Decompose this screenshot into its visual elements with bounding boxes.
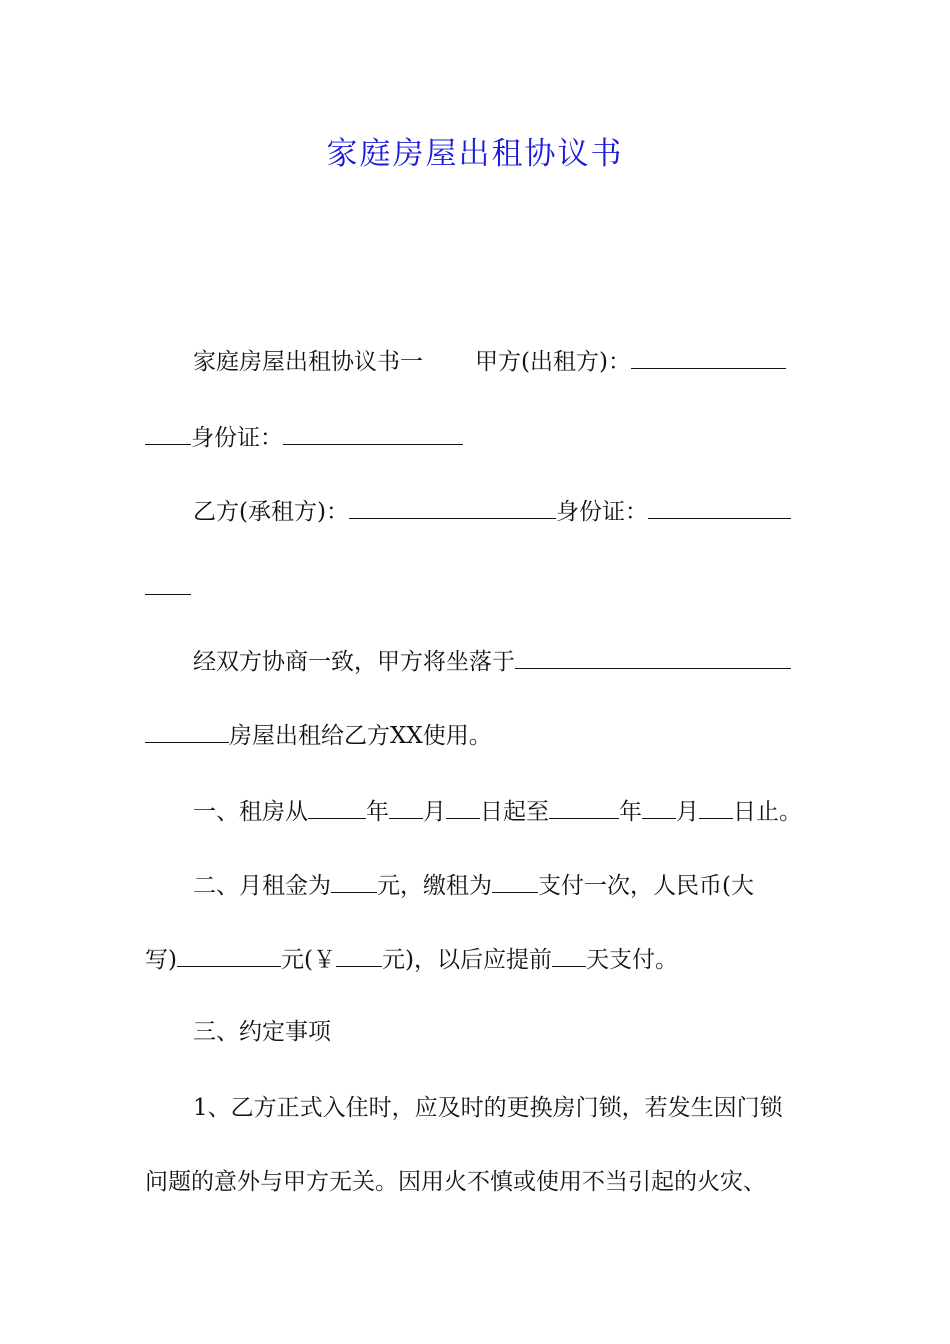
line-lessor-id: [145, 420, 815, 454]
location-text: 经双方协商一致，甲方将坐落于: [193, 649, 515, 675]
rmb-label: 支付一次，人民币(大: [538, 873, 754, 899]
lessor-id-label: 身份证：: [191, 425, 283, 451]
year-label: 年: [366, 799, 389, 825]
rent-label: 二、月租金为: [193, 873, 331, 899]
line-rent: [193, 868, 815, 902]
end-label: 日止。: [733, 799, 802, 825]
month-label: 月: [423, 799, 446, 825]
rent-amount-blank: [331, 868, 377, 893]
year-label-2: 年: [619, 799, 642, 825]
lessor-name-blank-cont: [145, 420, 191, 445]
start-year-blank: [308, 794, 366, 819]
line-lessee-id-cont: [145, 570, 815, 604]
payment-period-blank: [492, 868, 538, 893]
pay-days-label: 天支付。: [585, 947, 678, 973]
location-blank: [515, 644, 791, 669]
lessor-label: 甲方(出租方)：: [475, 349, 631, 375]
line-parties-lessor: [193, 344, 815, 378]
from-to-label: 日起至: [480, 799, 549, 825]
clause-1-line-2: 问题的意外与甲方无关。因用火不慎或使用不当引起的火灾、: [145, 1169, 766, 1195]
document-title: 家庭房屋出租协议书: [326, 136, 624, 172]
start-month-blank: [389, 794, 423, 819]
end-month-blank: [642, 794, 676, 819]
lessor-name-blank: [631, 344, 786, 369]
clause-1-line-1: 1、乙方正式入住时，应及时的更换房门锁，若发生因门锁: [193, 1095, 783, 1121]
lessor-id-blank: [283, 420, 463, 445]
start-day-blank: [446, 794, 480, 819]
location-blank-cont: [145, 718, 229, 743]
end-day-blank: [699, 794, 733, 819]
advance-days-blank: [552, 942, 586, 967]
lessee-id-blank: [648, 494, 791, 519]
doc-heading-text: 家庭房屋出租协议书一: [193, 349, 423, 375]
line-term: [193, 794, 815, 828]
capital-label: 写): [145, 947, 177, 973]
advance-label: 元)，以后应提前: [381, 947, 552, 973]
lessee-name-blank: [349, 494, 556, 519]
line-location-cont: [145, 718, 815, 752]
payment-label: 元，缴租为: [377, 873, 492, 899]
line-rent-cont: [145, 942, 815, 976]
lessee-label: 乙方(承租方)：: [193, 499, 349, 525]
capital-amount-blank: [177, 942, 281, 967]
term-label: 一、租房从: [193, 799, 308, 825]
numeric-amount-blank: [336, 942, 382, 967]
rent-out-text: 房屋出租给乙方XX使用。: [229, 723, 492, 749]
end-year-blank: [549, 794, 619, 819]
line-lessee: [193, 494, 815, 528]
line-location: [193, 644, 815, 678]
lessee-id-blank-cont: [145, 570, 191, 595]
month-label-2: 月: [676, 799, 699, 825]
section-three-heading: 三、约定事项: [193, 1019, 331, 1045]
lessee-id-label: 身份证：: [555, 499, 648, 525]
yuan-symbol-label: 元(￥: [280, 947, 336, 973]
